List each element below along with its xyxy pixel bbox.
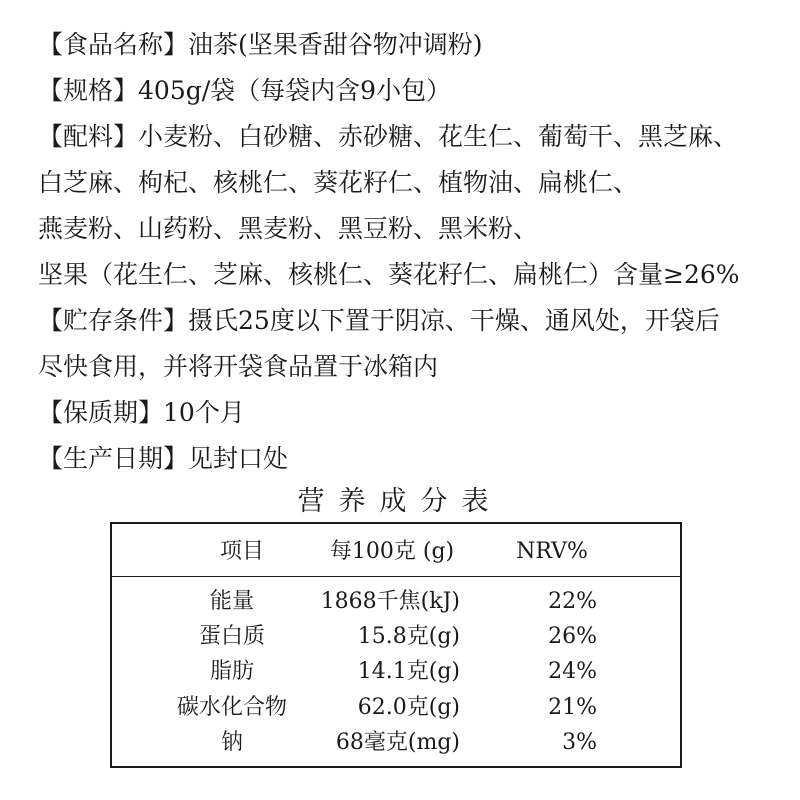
header-nrv: NRV% xyxy=(516,539,588,564)
header-item: 项目 xyxy=(219,539,264,564)
info-key: 【贮存条件】 xyxy=(38,306,189,335)
row-sodium-nrv: 3% xyxy=(562,730,597,755)
info-value: 小麦粉、白砂糖、赤砂糖、花生仁、葡萄干、黑芝麻、 xyxy=(138,122,739,151)
info-value: 尽快食用，并将开袋食品置于冰箱内 xyxy=(38,352,439,381)
info-value: 坚果（花生仁、芝麻、核桃仁、葵花籽仁、扁桃仁）含量≥26% xyxy=(38,260,740,289)
info-value: 摄氏25度以下置于阴凉、干燥、通风处，开袋后 xyxy=(188,306,720,335)
row-carbohydrate-amount: 62.0克(g) xyxy=(357,695,460,720)
info-key: 【生产日期】 xyxy=(38,444,189,473)
row-carbohydrate-nrv: 21% xyxy=(548,695,597,720)
row-carbohydrate-item: 碳水化合物 xyxy=(176,695,287,720)
row-energy-amount: 1868千焦(kJ) xyxy=(320,589,460,614)
product-info xyxy=(38,22,778,482)
info-key: 【食品名称】 xyxy=(38,30,189,59)
row-sodium-amount: 68毫克(mg) xyxy=(335,730,460,755)
row-protein-item: 蛋白质 xyxy=(198,624,265,649)
row-protein-nrv: 26% xyxy=(548,624,597,649)
info-value: 白芝麻、枸杞、核桃仁、葵花籽仁、植物油、扁桃仁、 xyxy=(38,168,639,197)
row-protein-amount: 15.8克(g) xyxy=(357,624,460,649)
info-line-specification xyxy=(38,68,778,114)
info-line-product-name xyxy=(38,22,778,68)
info-line-storage xyxy=(38,298,778,344)
info-line-nut-content xyxy=(38,252,778,298)
row-energy-item: 能量 xyxy=(209,589,254,614)
row-fat-amount: 14.1克(g) xyxy=(357,659,460,684)
info-line-shelf-life xyxy=(38,390,778,436)
info-value: 见封口处 xyxy=(188,444,289,473)
info-value: 燕麦粉、山药粉、黑麦粉、黑豆粉、黑米粉、 xyxy=(38,214,539,243)
row-fat-item: 脂肪 xyxy=(209,659,254,684)
nutrition-table-title: 营养成分表 xyxy=(297,486,503,517)
header-divider xyxy=(112,576,680,577)
info-key: 【配料】 xyxy=(38,122,139,151)
info-line-ingredients xyxy=(38,114,778,160)
info-line-ingredients-cont-1 xyxy=(38,160,778,206)
info-key: 【保质期】 xyxy=(38,398,164,427)
info-value: 10个月 xyxy=(163,398,245,427)
row-sodium-item: 钠 xyxy=(220,730,243,755)
info-line-ingredients-cont-2 xyxy=(38,206,778,252)
info-line-storage-cont xyxy=(38,344,778,390)
info-line-production-date xyxy=(38,436,778,482)
info-value: 油茶(坚果香甜谷物冲调粉) xyxy=(188,30,483,59)
nutrition-table xyxy=(110,522,682,768)
header-amount: 每100克 (g) xyxy=(329,539,455,564)
info-value: 405g/袋（每袋内含9小包） xyxy=(138,76,452,105)
row-fat-nrv: 24% xyxy=(548,659,597,684)
row-energy-nrv: 22% xyxy=(548,589,597,614)
info-key: 【规格】 xyxy=(38,76,139,105)
